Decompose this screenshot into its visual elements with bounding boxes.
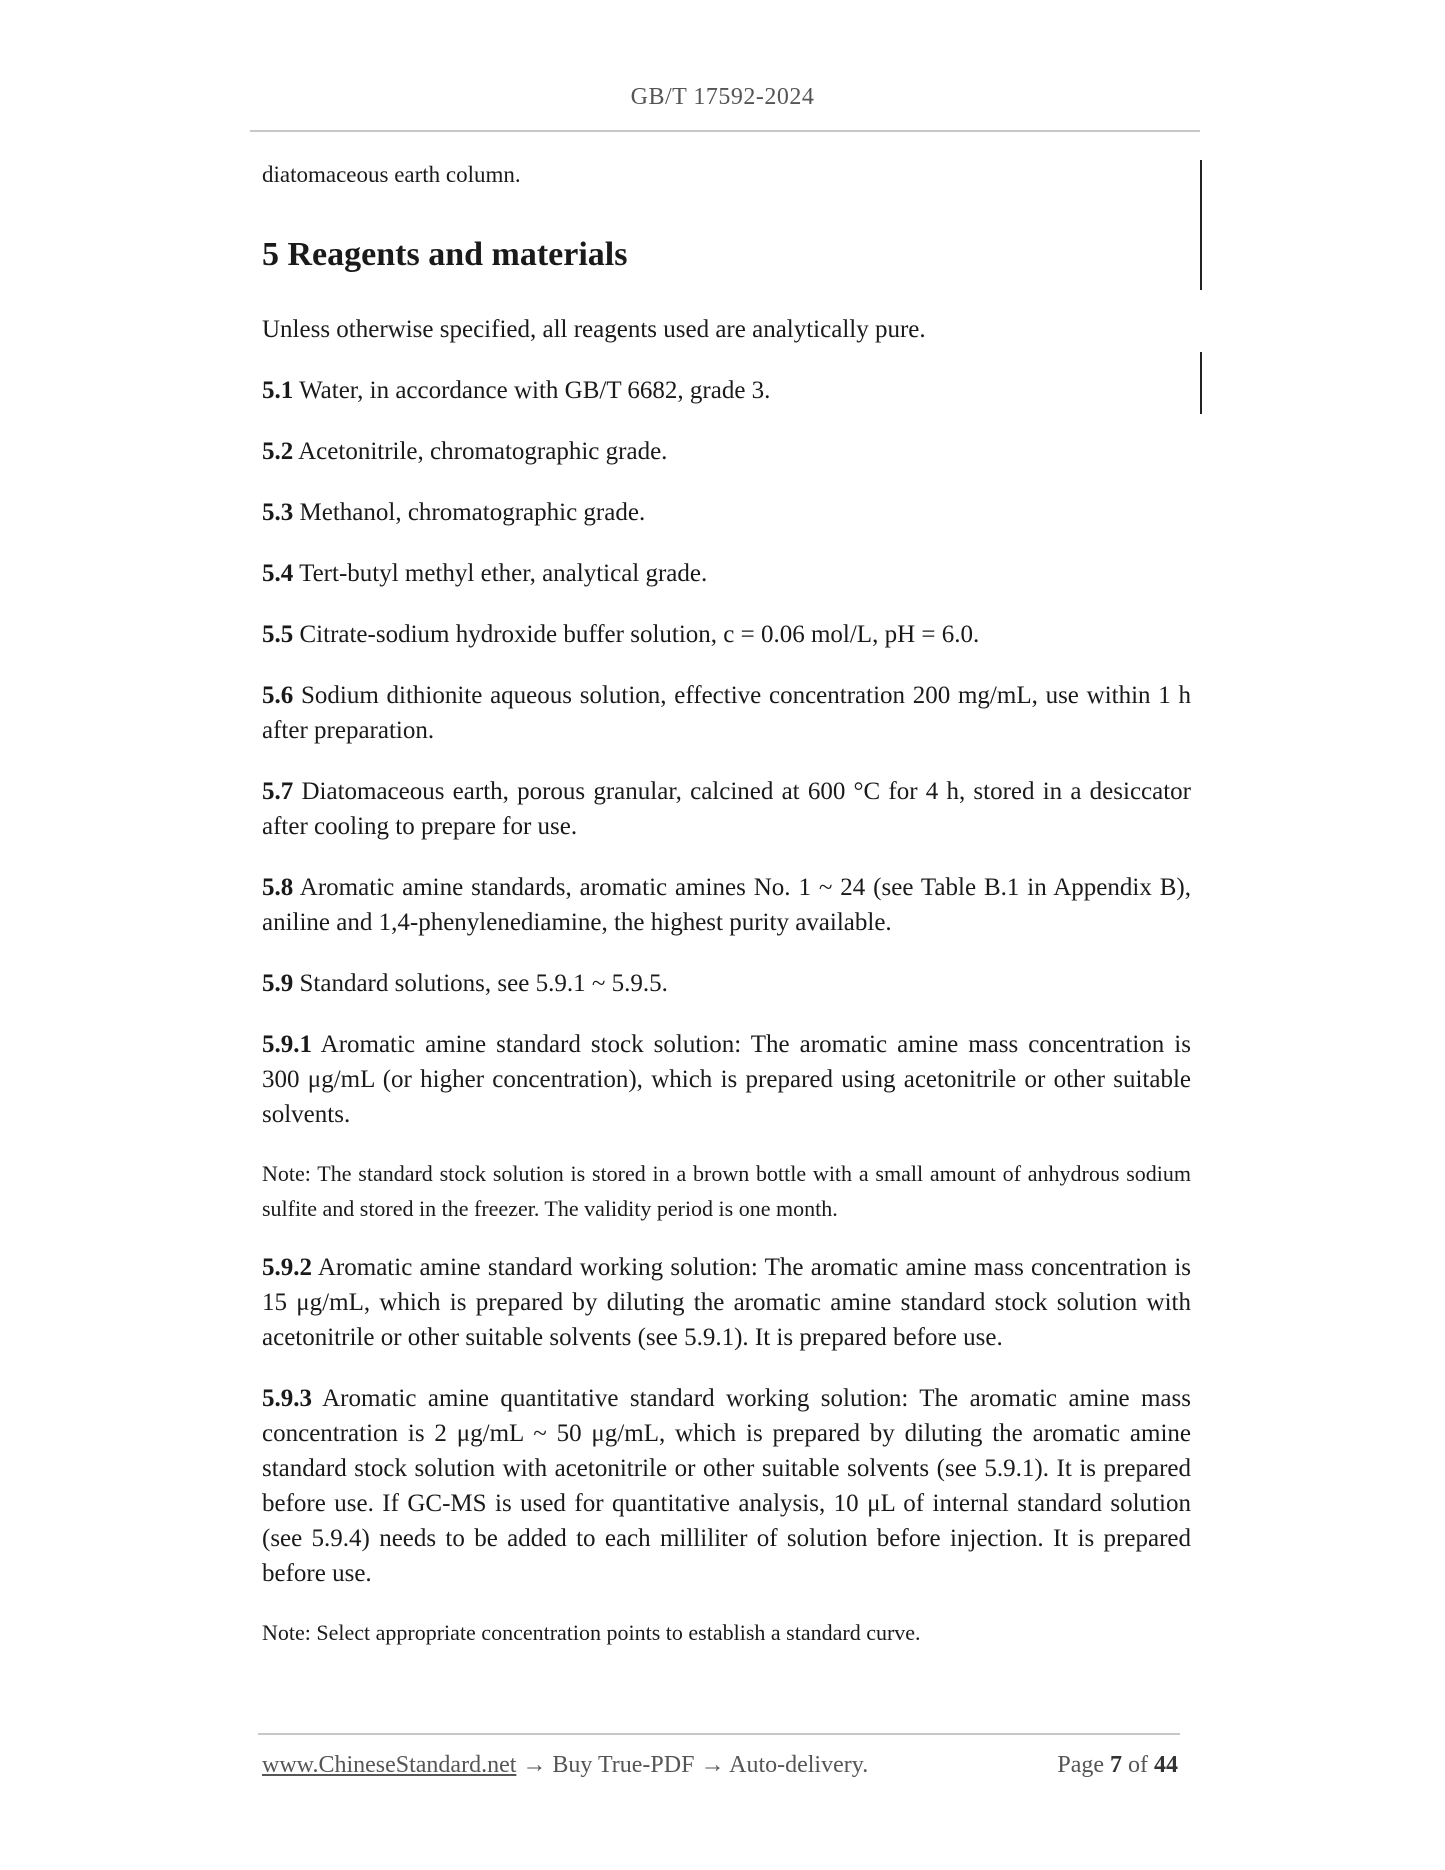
page-of-label: of [1128,1752,1148,1778]
page-number [1057,1752,1178,1779]
clause-number: 5.8 [262,874,294,901]
clause-text: Aromatic amine standard working solution: The aromatic amine mass concentration is 15 μg/mL, which is prepared by diluting the aromatic amine standard stock solution with acetonitrile or other suitable solvents (see 5.9.1). It is prepared before use. [262,1254,1191,1351]
clause-5-4 [262,556,1191,591]
clause-5-9-2 [262,1250,1191,1355]
clause-5-9-3 [262,1381,1191,1591]
clause-number: 5.4 [262,560,294,587]
section-intro: Unless otherwise specified, all reagents used are analytically pure. [262,316,926,343]
page-label: Page [1057,1752,1104,1778]
clause-text: Sodium dithionite aqueous solution, effective concentration 200 mg/mL, use within 1 h after preparation. [262,682,1191,744]
clause-number: 5.9.2 [262,1254,312,1281]
footer-promo [262,1752,868,1779]
clause-number: 5.6 [262,682,294,709]
clause-text: Aromatic amine quantitative standard working solution: The aromatic amine mass concentration is 2 μg/mL ~ 50 μg/mL, which is prepared by diluting the aromatic amine standard stock solution with acetonitrile or other suitable solvents (see 5.9.1). It is prepared before use. If GC-MS is used for quantitative analysis, 10 μL of internal standard solution (see 5.9.4) needs to be added to each milliliter of solution before injection. It is prepared before use. [262,1385,1191,1587]
clause-5-8 [262,870,1191,940]
note-standard-curve: Note: Select appropriate concentration points to establish a standard curve. [262,1620,921,1645]
change-bar [1200,160,1202,290]
clause-text: Citrate-sodium hydroxide buffer solution, c = 0.06 mol/L, pH = 6.0. [299,621,980,648]
clause-5-3 [262,495,1191,530]
clause-number: 5.3 [262,499,294,526]
clause-text: Acetonitrile, chromatographic grade. [298,438,668,465]
clause-5-5 [262,617,1191,652]
clause-number: 5.9.1 [262,1031,312,1058]
clause-5-2 [262,434,1191,469]
clause-number: 5.1 [262,377,294,404]
clause-text: Water, in accordance with GB/T 6682, grade 3. [299,377,771,404]
clause-number: 5.5 [262,621,294,648]
header-divider [250,130,1200,132]
total-pages: 44 [1154,1752,1178,1778]
footer-promo-text: → Buy True-PDF → Auto-delivery. [522,1752,869,1778]
clause-text: Aromatic amine standards, aromatic amines No. 1 ~ 24 (see Table B.1 in Appendix B), aniline and 1,4-phenylenediamine, the highest purity available. [262,874,1191,936]
section-heading: 5 Reagents and materials [262,236,628,273]
clause-text: Diatomaceous earth, porous granular, calcined at 600 °C for 4 h, stored in a desiccator after cooling to prepare for use. [262,778,1192,840]
clause-5-9-1 [262,1027,1191,1132]
clause-number: 5.2 [262,438,294,465]
clause-text: Tert-butyl methyl ether, analytical grade. [299,560,708,587]
current-page: 7 [1110,1752,1122,1778]
clause-number: 5.9 [262,970,294,997]
clause-5-1 [262,373,1191,408]
change-bar [1200,352,1202,414]
continuation-line: diatomaceous earth column. [262,162,521,187]
document-body [262,160,1191,1650]
website-link[interactable]: www.ChineseStandard.net [262,1752,517,1778]
clause-text: Aromatic amine standard stock solution: The aromatic amine mass concentration is 300 μg/mL (or higher concentration), which is prepared using acetonitrile or other suitable solvents. [262,1031,1191,1128]
footer-divider [258,1733,1180,1735]
clause-text: Standard solutions, see 5.9.1 ~ 5.9.5. [299,970,668,997]
clause-5-9 [262,966,1191,1001]
clause-number: 5.7 [262,778,294,805]
clause-number: 5.9.3 [262,1385,312,1412]
clause-5-7 [262,774,1191,844]
clause-5-6 [262,678,1191,748]
page-header-title: GB/T 17592-2024 [630,84,815,110]
clause-text: Methanol, chromatographic grade. [299,499,646,526]
note-stock-solution: Note: The standard stock solution is stored in a brown bottle with a small amount of anhydrous sodium sulfite and stored in the freezer. The validity period is one month. [262,1161,1191,1221]
